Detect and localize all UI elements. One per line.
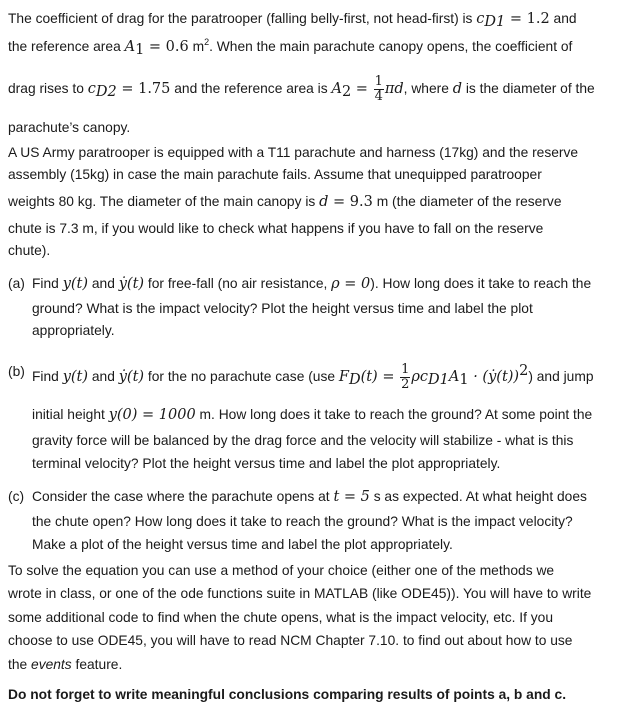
para2-text: m (the diameter of the reserve bbox=[372, 194, 562, 209]
math-sub: 1 bbox=[459, 372, 469, 389]
math-d: d bbox=[452, 81, 463, 98]
intro-line-4: parachute’s canopy. bbox=[8, 120, 131, 135]
math-pi-d: πd bbox=[384, 81, 404, 98]
item-b-line-1 bbox=[32, 363, 594, 392]
item-text: . How long does it take to reach the ground? At some point the bbox=[211, 407, 593, 422]
item-text: and bbox=[88, 276, 119, 291]
math-Ft-eq: (t) = bbox=[360, 369, 400, 386]
item-b-line-4: terminal velocity? Plot the height versus time and label the plot appropriately. bbox=[32, 456, 501, 471]
item-text: initial height bbox=[32, 407, 109, 422]
para2-line-2: assembly (15kg) in case the main parachute fails. Assume that unequipped paratrooper bbox=[8, 167, 542, 182]
fraction-one-half bbox=[400, 363, 410, 392]
math-ydot-t: ẏ(t) bbox=[118, 369, 145, 386]
math-eq: = bbox=[351, 81, 373, 98]
math-sub: D bbox=[348, 372, 361, 389]
item-c-line-3: Make a plot of the height versus time and label the plot appropriately. bbox=[32, 537, 453, 552]
item-a-line-2: ground? What is the impact velocity? Plot the height versus time and label the plot bbox=[32, 301, 533, 316]
item-c-line-2: the chute open? How long does it take to reach the ground? What is the impact velocity? bbox=[32, 514, 573, 529]
math-t-5: t = 5 bbox=[333, 489, 370, 505]
math-value: = 1.2 bbox=[505, 11, 550, 27]
item-text: ). How long does it take to reach the bbox=[370, 276, 592, 291]
item-c-line-1 bbox=[32, 488, 587, 506]
item-b-line-2 bbox=[32, 406, 592, 424]
math-sub: 1 bbox=[135, 42, 145, 58]
events-term: events bbox=[31, 657, 72, 672]
para3-text: the bbox=[8, 657, 32, 672]
item-text: Consider the case where the parachute opens at bbox=[32, 489, 334, 504]
math-rho-zero: ρ = 0 bbox=[331, 276, 371, 292]
fraction-denominator: 2 bbox=[401, 377, 410, 392]
math-F: F bbox=[338, 369, 349, 386]
math-ydot-squared: · (ẏ(t)) bbox=[468, 369, 520, 386]
item-text: ) and jump bbox=[528, 369, 594, 385]
math-value: = 9.3 bbox=[328, 194, 373, 210]
item-text: as expected. At what height does bbox=[380, 489, 587, 504]
math-rho-c: ρc bbox=[411, 369, 429, 386]
math-y-t: y(t) bbox=[62, 276, 89, 292]
math-y-t: y(t) bbox=[62, 369, 89, 386]
para2-line-5: chute). bbox=[8, 243, 51, 258]
intro-line-3 bbox=[8, 75, 595, 104]
para3-line-1: To solve the equation you can use a method of your choice (either one of the methods we bbox=[8, 563, 555, 578]
para2-line-1: A US Army paratrooper is equipped with a T11 parachute and harness (17kg) and the reserve bbox=[8, 145, 579, 160]
intro-text: and bbox=[549, 11, 577, 26]
math-sub: D1 bbox=[484, 14, 506, 30]
intro-text: . When the main parachute canopy opens, the coefficient of bbox=[209, 39, 573, 54]
math-sub: D1 bbox=[428, 372, 449, 389]
para3-line-4: choose to use ODE45, you will have to read NCM Chapter 7.10. to find out about how to use bbox=[8, 633, 573, 648]
para2-text: weights 80 kg. The diameter of the main canopy is bbox=[8, 194, 320, 209]
math-y0: y(0) = 1000 bbox=[108, 407, 196, 423]
fraction-denominator: 4 bbox=[374, 89, 383, 104]
math-value: = 0.6 bbox=[144, 39, 189, 55]
intro-line-2 bbox=[8, 38, 572, 56]
superscript: 2 bbox=[519, 363, 529, 380]
unit: m bbox=[195, 407, 212, 422]
item-b-label: (b) bbox=[8, 364, 25, 379]
math-sub: 2 bbox=[341, 84, 352, 101]
item-text: and bbox=[88, 369, 119, 385]
para2-line-4: chute is 7.3 m, if you would like to check what happens if you have to fall on the reserve bbox=[8, 221, 544, 236]
item-text: for free-fall (no air resistance, bbox=[144, 276, 332, 291]
closing-instruction: Do not forget to write meaningful conclusions comparing results of points a, b and c. bbox=[8, 687, 567, 702]
math-cd1: c bbox=[476, 11, 485, 27]
item-a-line-3: appropriately. bbox=[32, 323, 115, 338]
fraction-one-quarter bbox=[374, 75, 384, 104]
math-A1: A bbox=[124, 39, 136, 55]
intro-text: , where bbox=[403, 81, 453, 97]
math-ydot-t: ẏ(t) bbox=[118, 276, 145, 292]
intro-text: The coefficient of drag for the paratrooper (falling belly-first, not head-first) is bbox=[8, 11, 477, 26]
fraction-numerator: 1 bbox=[374, 74, 383, 89]
intro-text: the reference area bbox=[8, 39, 125, 54]
fraction-numerator: 1 bbox=[401, 362, 410, 377]
item-c-label: (c) bbox=[8, 489, 25, 504]
para2-line-3 bbox=[8, 193, 562, 211]
unit: m bbox=[188, 39, 205, 54]
math-A2: A bbox=[331, 81, 342, 98]
para3-line-2: wrote in class, or one of the ode functions suite in MATLAB (like ODE45)). You will have to write bbox=[8, 586, 592, 601]
intro-text: and the reference area is bbox=[170, 81, 332, 97]
item-b-line-3: gravity force will be balanced by the drag force and the velocity will stabilize - what is this bbox=[32, 433, 574, 448]
item-text: for the no parachute case (use bbox=[144, 369, 339, 385]
item-a-line-1 bbox=[32, 275, 591, 293]
para3-text: feature. bbox=[71, 657, 123, 672]
superscript: 2 bbox=[204, 37, 210, 47]
intro-text: drag rises to bbox=[8, 81, 88, 97]
item-a-label: (a) bbox=[8, 276, 25, 291]
unit: s bbox=[369, 489, 381, 504]
item-text: Find bbox=[32, 369, 63, 385]
item-text: Find bbox=[32, 276, 63, 291]
para3-line-5 bbox=[8, 656, 122, 674]
intro-line-1 bbox=[8, 10, 577, 28]
math-A: A bbox=[448, 369, 460, 386]
intro-text: is the diameter of the bbox=[462, 81, 595, 97]
para3-line-3: some additional code to find when the chute opens, what is the impact velocity, etc. If you bbox=[8, 610, 554, 625]
math-value: = 1.75 bbox=[116, 81, 171, 98]
math-d: d bbox=[319, 194, 329, 210]
math-cd2: c bbox=[87, 81, 96, 98]
math-sub: D2 bbox=[95, 84, 117, 101]
